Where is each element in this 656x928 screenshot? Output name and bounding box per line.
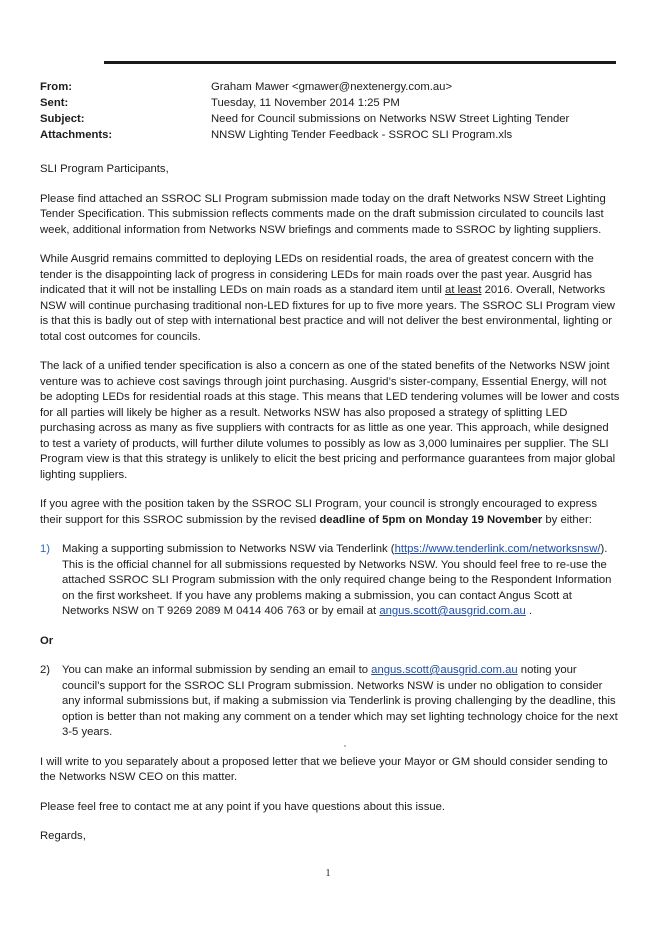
attachments-label: Attachments:: [40, 129, 113, 141]
list-item-2-text: [62, 663, 620, 741]
paragraph-3: The lack of a unified tender specification is also a concern as one of the stated benefits of the Networks NSW joint venture was to achieve cost savings through joint purchasing. Ausgrid’s sister-company, Essential Energy, will not be adopting LEDs for residential roads at this stage. This means that LED tendering volumes will be lower and costs for all parties will likely be higher as a result. Networks NSW has also proposed a strategy of splitting LED purchasing across as many as five suppliers with contracts for as little as one year. This approach, while designed to test a variety of products, will further dilute volumes to possibly as low as 3,000 luminaires per supplier. The SLI Program view is that this strategy is unlikely to elicit the best pricing and performance guarantees from major global lighting suppliers.: [40, 360, 620, 481]
list-item-1: [40, 542, 620, 620]
closing: Regards,: [40, 830, 86, 842]
email-link-2[interactable]: angus.scott@ausgrid.com.au: [371, 664, 518, 676]
scan-speck: [344, 745, 346, 747]
paragraph-4-text-a: If you agree with the position taken by the SSROC SLI Program, your council is strongly encouraged to express their support for this SSROC submission by the revised: [40, 498, 597, 526]
from-row: [40, 79, 569, 95]
item-1-text-a: Making a supporting submission to Networks NSW via Tenderlink (: [62, 543, 395, 555]
list-item-1-text: [62, 542, 620, 620]
item-1-text-c: .: [525, 605, 533, 617]
from-label: From:: [40, 81, 73, 93]
item-1-text-b: ). This is the official channel for all submissions requested by Networks NSW. You should feel free to re-use the attached SSROC SLI Program submission with the only required change being to the Respondent Information on the first worksheet. If you have any problems making a submission, you can contact Angus Scott at Networks NSW on T 9269 2089 M 0414 406 763 or by email at: [62, 543, 612, 617]
header-rule: [104, 61, 616, 64]
email-body: [40, 162, 620, 845]
paragraph-6: Please feel free to contact me at any point if you have questions about this issue.: [40, 800, 446, 813]
paragraph-1: Please find attached an SSROC SLI Program submission made today on the draft Networks NSW Street Lighting Tender Specification. This submission reflects comments made on the draft submission circulated to councils last week, additional information from Networks NSW briefings and comments made to SSROC by lighting suppliers.: [40, 192, 606, 236]
greeting: SLI Program Participants,: [40, 163, 169, 175]
subject-value: Need for Council submissions on Networks NSW Street Lighting Tender: [211, 113, 570, 125]
from-value: Graham Mawer <gmawer@nextenergy.com.au>: [211, 81, 453, 93]
item-2-text-b: noting your council’s support for the SSROC SLI Program submission. Networks NSW is under no obligation to consider any informal submissions but, if making a submission via Tenderlink is proving challenging by the deadline, this option is better than not making any comment on a tender which may set lighting technology choice for the next 3-5 years.: [62, 664, 618, 738]
list-number-2: 2): [40, 664, 51, 676]
page-number: 1: [325, 868, 331, 879]
sent-row: [40, 95, 569, 111]
paragraph-2-underlined: at least: [445, 284, 482, 296]
paragraph-4: [40, 497, 620, 528]
email-link-1[interactable]: angus.scott@ausgrid.com.au: [379, 605, 526, 617]
paragraph-4-text-c: by either:: [542, 513, 592, 526]
list-item-2: [40, 663, 620, 741]
sent-value: Tuesday, 11 November 2014 1:25 PM: [211, 97, 400, 109]
list-number-1: 1): [40, 543, 51, 555]
subject-row: [40, 111, 569, 127]
or-label: Or: [40, 634, 54, 647]
attachments-row: [40, 127, 569, 143]
tenderlink-link[interactable]: https://www.tenderlink.com/networksnsw/: [394, 543, 601, 555]
item-2-text-a: You can make an informal submission by sending an email to: [62, 664, 372, 676]
sent-label: Sent:: [40, 97, 69, 109]
paragraph-2: [40, 252, 620, 345]
attachments-value: NNSW Lighting Tender Feedback - SSROC SLI Program.xls: [211, 129, 513, 141]
deadline-text: deadline of 5pm on Monday 19 November: [319, 513, 543, 526]
paragraph-2-text-b: 2016. Overall, Networks NSW will continue purchasing traditional non-LED fixtures for up to five more years. The SSROC SLI Program view is that this is badly out of step with international best practice and will not deliver the best environmental, lighting or total cost outcomes for councils.: [40, 284, 615, 343]
paragraph-5: I will write to you separately about a proposed letter that we believe your Mayor or GM should consider sending to the Networks NSW CEO on this matter.: [40, 755, 608, 783]
paragraph-2-text-a: While Ausgrid remains committed to deploying LEDs on residential roads, the area of greatest concern with the tender is the disappointing lack of progress in considering LEDs for main roads over the past year. Ausgrid has indicated that it will not be installing LEDs on main roads as a standard item until: [40, 253, 594, 296]
email-header: [40, 79, 569, 143]
subject-label: Subject:: [40, 113, 85, 125]
